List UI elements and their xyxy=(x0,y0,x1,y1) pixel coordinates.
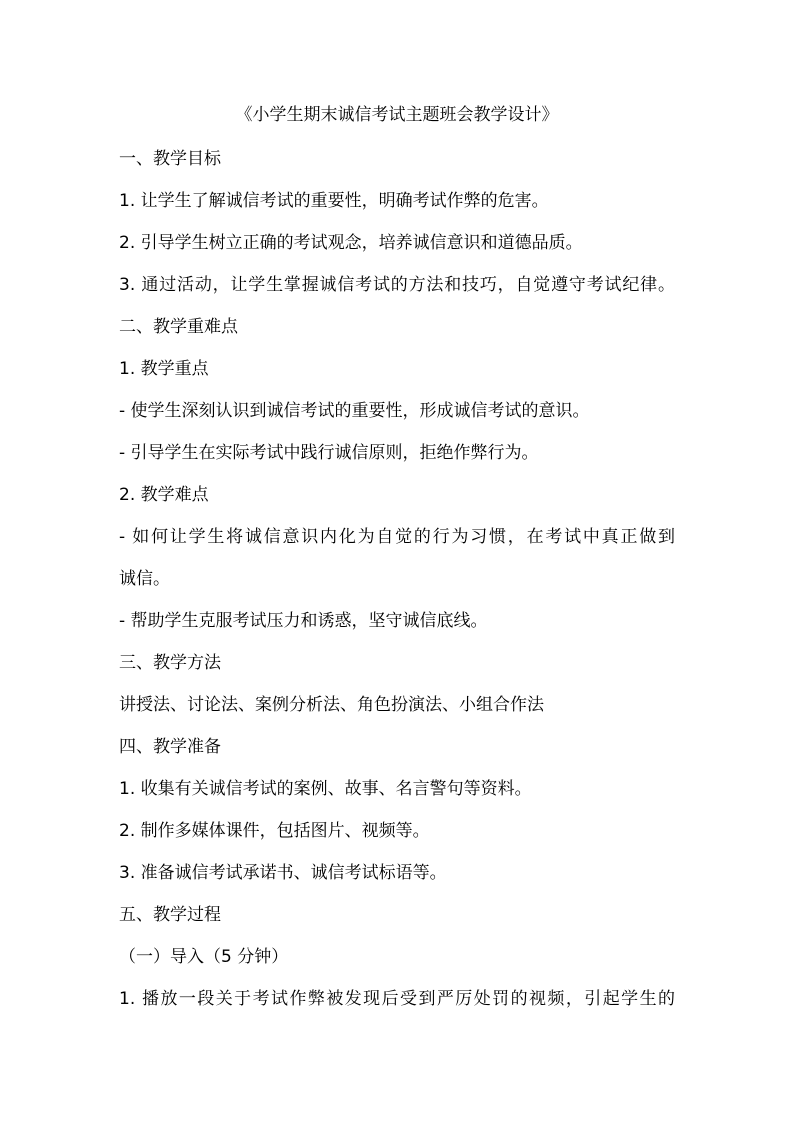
section-heading-key-points: 二、教学重难点 xyxy=(119,317,238,337)
section-heading-process: 五、教学过程 xyxy=(119,905,221,925)
objective-item: 1. 让学生了解诚信考试的重要性，明确考试作弊的危害。 xyxy=(119,191,549,211)
bullet-item-continuation: 诚信。 xyxy=(119,569,170,589)
bullet-item: - 帮助学生克服考试压力和诱惑，坚守诚信底线。 xyxy=(119,611,488,631)
subheading-key-points: 1. 教学重点 xyxy=(119,359,209,379)
preparation-item: 1. 收集有关诚信考试的案例、故事、名言警句等资料。 xyxy=(119,779,532,799)
subheading-introduction: （一）导入（5 分钟） xyxy=(119,947,289,967)
methods-text: 讲授法、讨论法、案例分析法、角色扮演法、小组合作法 xyxy=(119,695,544,715)
section-heading-methods: 三、教学方法 xyxy=(119,653,221,673)
process-item: 1. 播放一段关于考试作弊被发现后受到严厉处罚的视频，引起学生的 xyxy=(119,989,675,1009)
preparation-item: 3. 准备诚信考试承诺书、诚信考试标语等。 xyxy=(119,863,447,883)
section-heading-preparation: 四、教学准备 xyxy=(119,737,221,757)
objective-item: 2. 引导学生树立正确的考试观念，培养诚信意识和道德品质。 xyxy=(119,233,583,253)
section-heading-objectives: 一、教学目标 xyxy=(119,149,221,169)
objective-item: 3. 通过活动，让学生掌握诚信考试的方法和技巧，自觉遵守考试纪律。 xyxy=(119,275,675,295)
bullet-item: - 如何让学生将诚信意识内化为自觉的行为习惯，在考试中真正做到 xyxy=(119,527,675,547)
bullet-item: - 使学生深刻认识到诚信考试的重要性，形成诚信考试的意识。 xyxy=(119,401,590,421)
preparation-item: 2. 制作多媒体课件，包括图片、视频等。 xyxy=(119,821,430,841)
document-title: 《小学生期末诚信考试主题班会教学设计》 xyxy=(235,105,559,125)
subheading-difficulties: 2. 教学难点 xyxy=(119,485,209,505)
bullet-item: - 引导学生在实际考试中践行诚信原则，拒绝作弊行为。 xyxy=(119,443,539,463)
